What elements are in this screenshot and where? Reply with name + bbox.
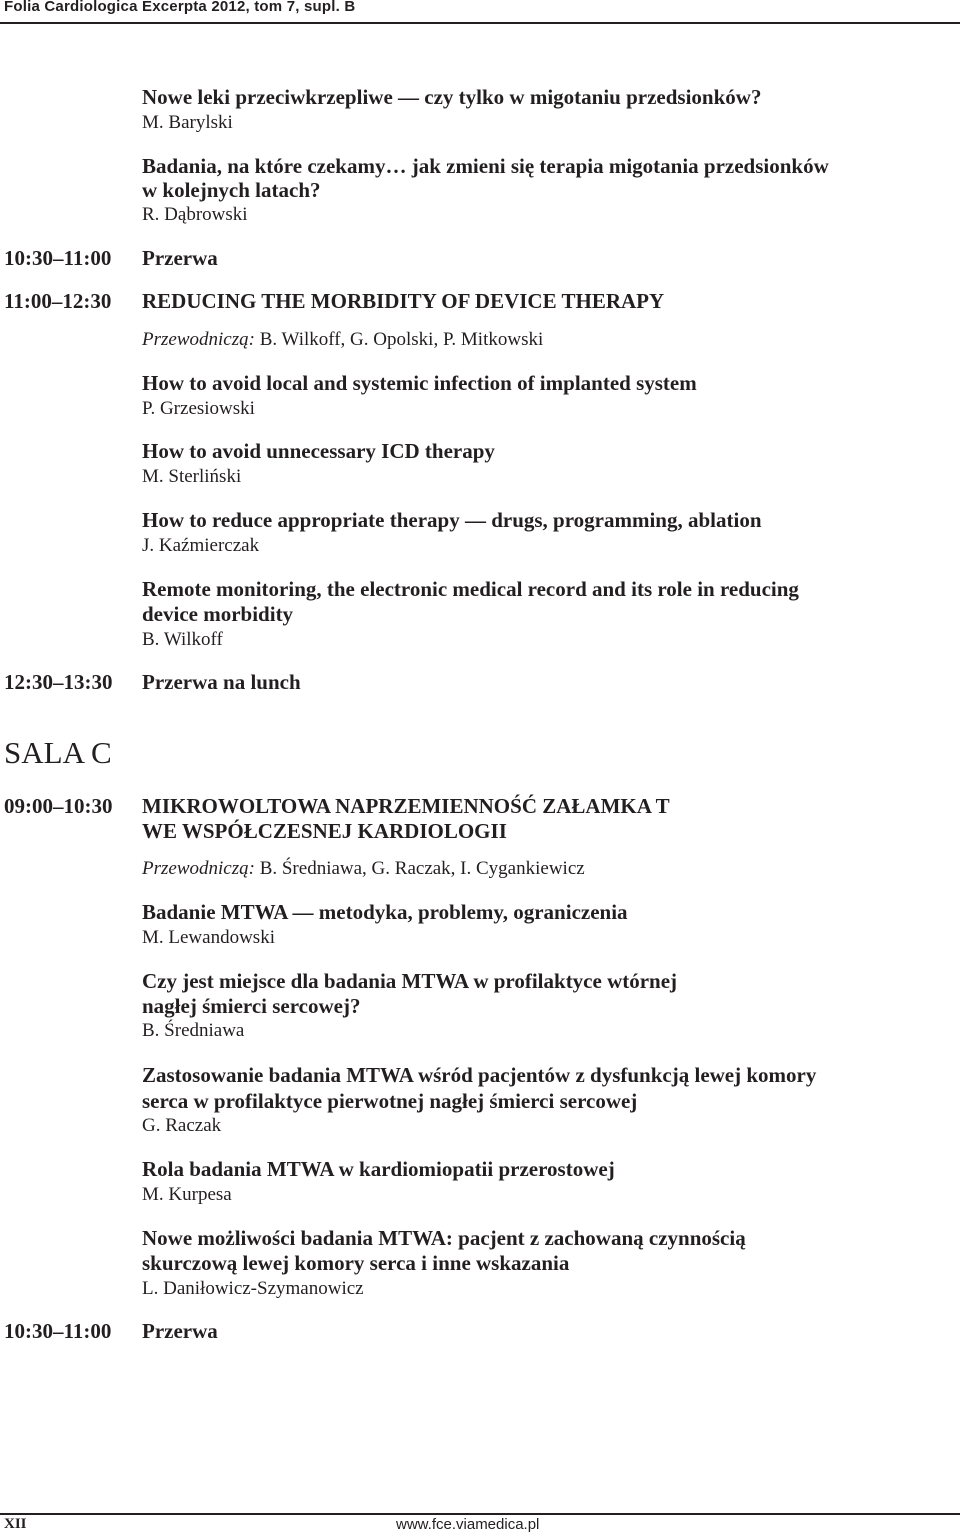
talk-title: Zastosowanie badania MTWA wśród pacjentów z dysfunkcją lewej komory xyxy=(142,1063,817,1087)
publisher-url[interactable]: www.fce.viamedica.pl xyxy=(396,1516,540,1533)
speaker: L. Daniłowicz-Szymanowicz xyxy=(142,1278,364,1299)
break-label: Przerwa xyxy=(142,1319,218,1343)
talk-title: Rola badania MTWA w kardiomiopatii przerostowej xyxy=(142,1157,615,1181)
speaker: P. Grzesiowski xyxy=(142,398,255,419)
speaker: R. Dąbrowski xyxy=(142,204,248,225)
talk-title: Badanie MTWA — metodyka, problemy, ograniczenia xyxy=(142,900,628,924)
session-title: WE WSPÓŁCZESNEJ KARDIOLOGII xyxy=(142,819,507,843)
break-label: Przerwa xyxy=(142,246,218,270)
speaker: M. Lewandowski xyxy=(142,927,275,948)
session-title: MIKROWOLTOWA NAPRZEMIENNOŚĆ ZAŁAMKA T xyxy=(142,794,670,818)
talk-title: How to avoid unnecessary ICD therapy xyxy=(142,439,495,463)
speaker: M. Barylski xyxy=(142,112,233,133)
speaker: G. Raczak xyxy=(142,1115,222,1136)
page-number: XII xyxy=(4,1516,27,1532)
talk-title: Remote monitoring, the electronic medical record and its role in reducing xyxy=(142,577,799,601)
room-heading: SALA C xyxy=(4,735,112,770)
footer-rule xyxy=(0,1513,960,1515)
talk-title: How to avoid local and systemic infection of implanted system xyxy=(142,371,697,395)
talk-title: nagłej śmierci sercowej? xyxy=(142,994,361,1018)
journal-header: Folia Cardiologica Excerpta 2012, tom 7, supl. B xyxy=(4,0,356,15)
talk-title: Czy jest miejsce dla badania MTWA w profilaktyce wtórnej xyxy=(142,969,678,993)
speaker: J. Kaźmierczak xyxy=(142,535,260,556)
header-rule xyxy=(0,22,960,24)
time-slot: 11:00–12:30 xyxy=(4,289,112,313)
talk-title: serca w profilaktyce pierwotnej nagłej śmierci sercowej xyxy=(142,1089,638,1113)
talk-title: Badania, na które czekamy… jak zmieni się terapia migotania przedsionków xyxy=(142,154,829,178)
talk-title: device morbidity xyxy=(142,602,294,626)
time-slot: 10:30–11:00 xyxy=(4,246,112,270)
talk-title: skurczową lewej komory serca i inne wskazania xyxy=(142,1251,570,1275)
speaker: M. Sterliński xyxy=(142,466,242,487)
talk-title: Nowe możliwości badania MTWA: pacjent z zachowaną czynnością xyxy=(142,1226,746,1250)
talk-title: How to reduce appropriate therapy — drugs, programming, ablation xyxy=(142,508,762,532)
chairs xyxy=(142,327,543,353)
break-label: Przerwa na lunch xyxy=(142,670,301,694)
talk-title: w kolejnych latach? xyxy=(142,178,321,202)
session-title: REDUCING THE MORBIDITY OF DEVICE THERAPY xyxy=(142,289,665,313)
chairs-label: Przewodniczą: xyxy=(142,858,255,879)
speaker: B. Średniawa xyxy=(142,1020,245,1041)
chairs-label: Przewodniczą: xyxy=(142,329,255,350)
chairs-names: B. Wilkoff, G. Opolski, P. Mitkowski xyxy=(259,329,544,350)
chairs-names: B. Średniawa, G. Raczak, I. Cygankiewicz xyxy=(259,858,585,879)
time-slot: 12:30–13:30 xyxy=(4,670,113,694)
chairs xyxy=(142,856,585,882)
speaker: M. Kurpesa xyxy=(142,1184,232,1205)
time-slot: 09:00–10:30 xyxy=(4,794,113,818)
talk-title: Nowe leki przeciwkrzepliwe — czy tylko w migotaniu przedsionków? xyxy=(142,85,762,109)
speaker: B. Wilkoff xyxy=(142,629,223,650)
time-slot: 10:30–11:00 xyxy=(4,1319,112,1343)
